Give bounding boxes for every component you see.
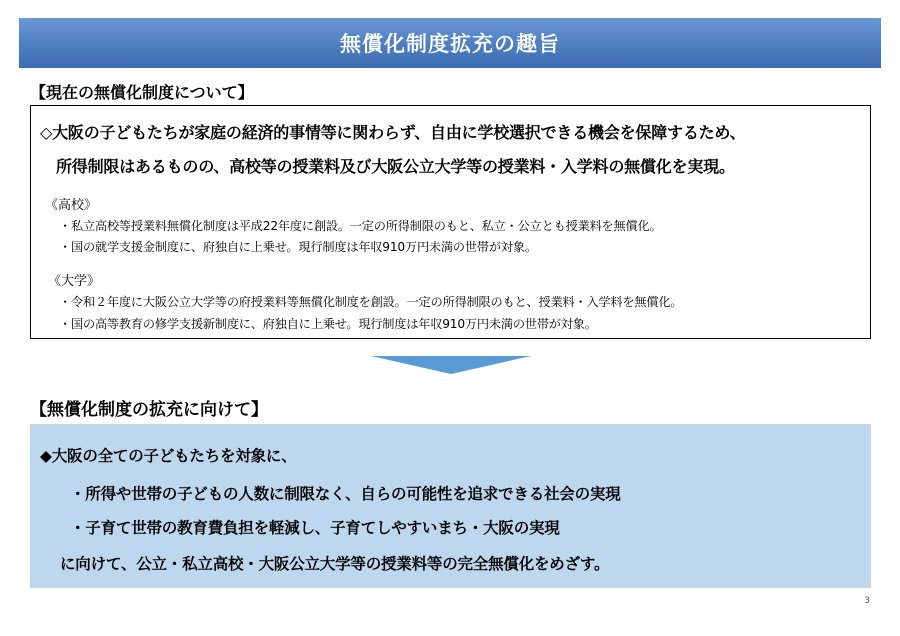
goal-line-1: ◆大阪の全ての子どもたちを対象に、: [40, 447, 297, 465]
page-number: 3: [864, 596, 870, 606]
goal-line-3: ・子育て世帯の教育費負担を軽減し、子育てしやすいまち・大阪の実現: [70, 519, 560, 537]
expansion-goal-box: [30, 424, 871, 588]
title-banner: [19, 18, 881, 68]
university-item-1: ・令和２年度に大阪公立大学等の府授業料等無償化制度を創設。一定の所得制限のもと、授業料・入学料を無償化。: [59, 295, 683, 309]
slide-title: 無償化制度拡充の趣旨: [340, 32, 560, 56]
high-school-label: 《高校》: [45, 198, 98, 213]
expansion-heading: 【無償化制度の拡充に向けて】: [30, 400, 268, 420]
current-lead-line-2: 所得制限はあるものの、高校等の授業料及び大阪公立大学等の授業料・入学料の無償化を実現。: [56, 157, 735, 176]
current-system-heading: 【現在の無償化制度について】: [30, 83, 254, 102]
high-school-item-1: ・私立高校等授業料無償化制度は平成22年度に創設。一定の所得制限のもと、私立・公立とも授業料を無償化。: [59, 219, 662, 233]
goal-line-4: に向けて、公立・私立高校・大阪公立大学等の授業料等の完全無償化をめざす。: [60, 555, 610, 573]
university-label: 《大学》: [48, 274, 101, 289]
goal-line-2: ・所得や世帯の子どもの人数に制限なく、自らの可能性を追求できる社会の実現: [70, 485, 621, 503]
current-system-box: [30, 105, 871, 339]
high-school-item-2: ・国の就学支援金制度に、府独自に上乗せ。現行制度は年収910万円未満の世帯が対象。: [59, 240, 537, 254]
university-item-2: ・国の高等教育の修学支援新制度に、府独自に上乗せ。現行制度は年収910万円未満の世帯が対象。: [59, 317, 597, 331]
current-lead-line-1: ◇大阪の子どもたちが家庭の経済的事情等に関わらず、自由に学校選択できる機会を保障するため、: [40, 123, 746, 142]
down-arrow-icon: [371, 356, 531, 374]
